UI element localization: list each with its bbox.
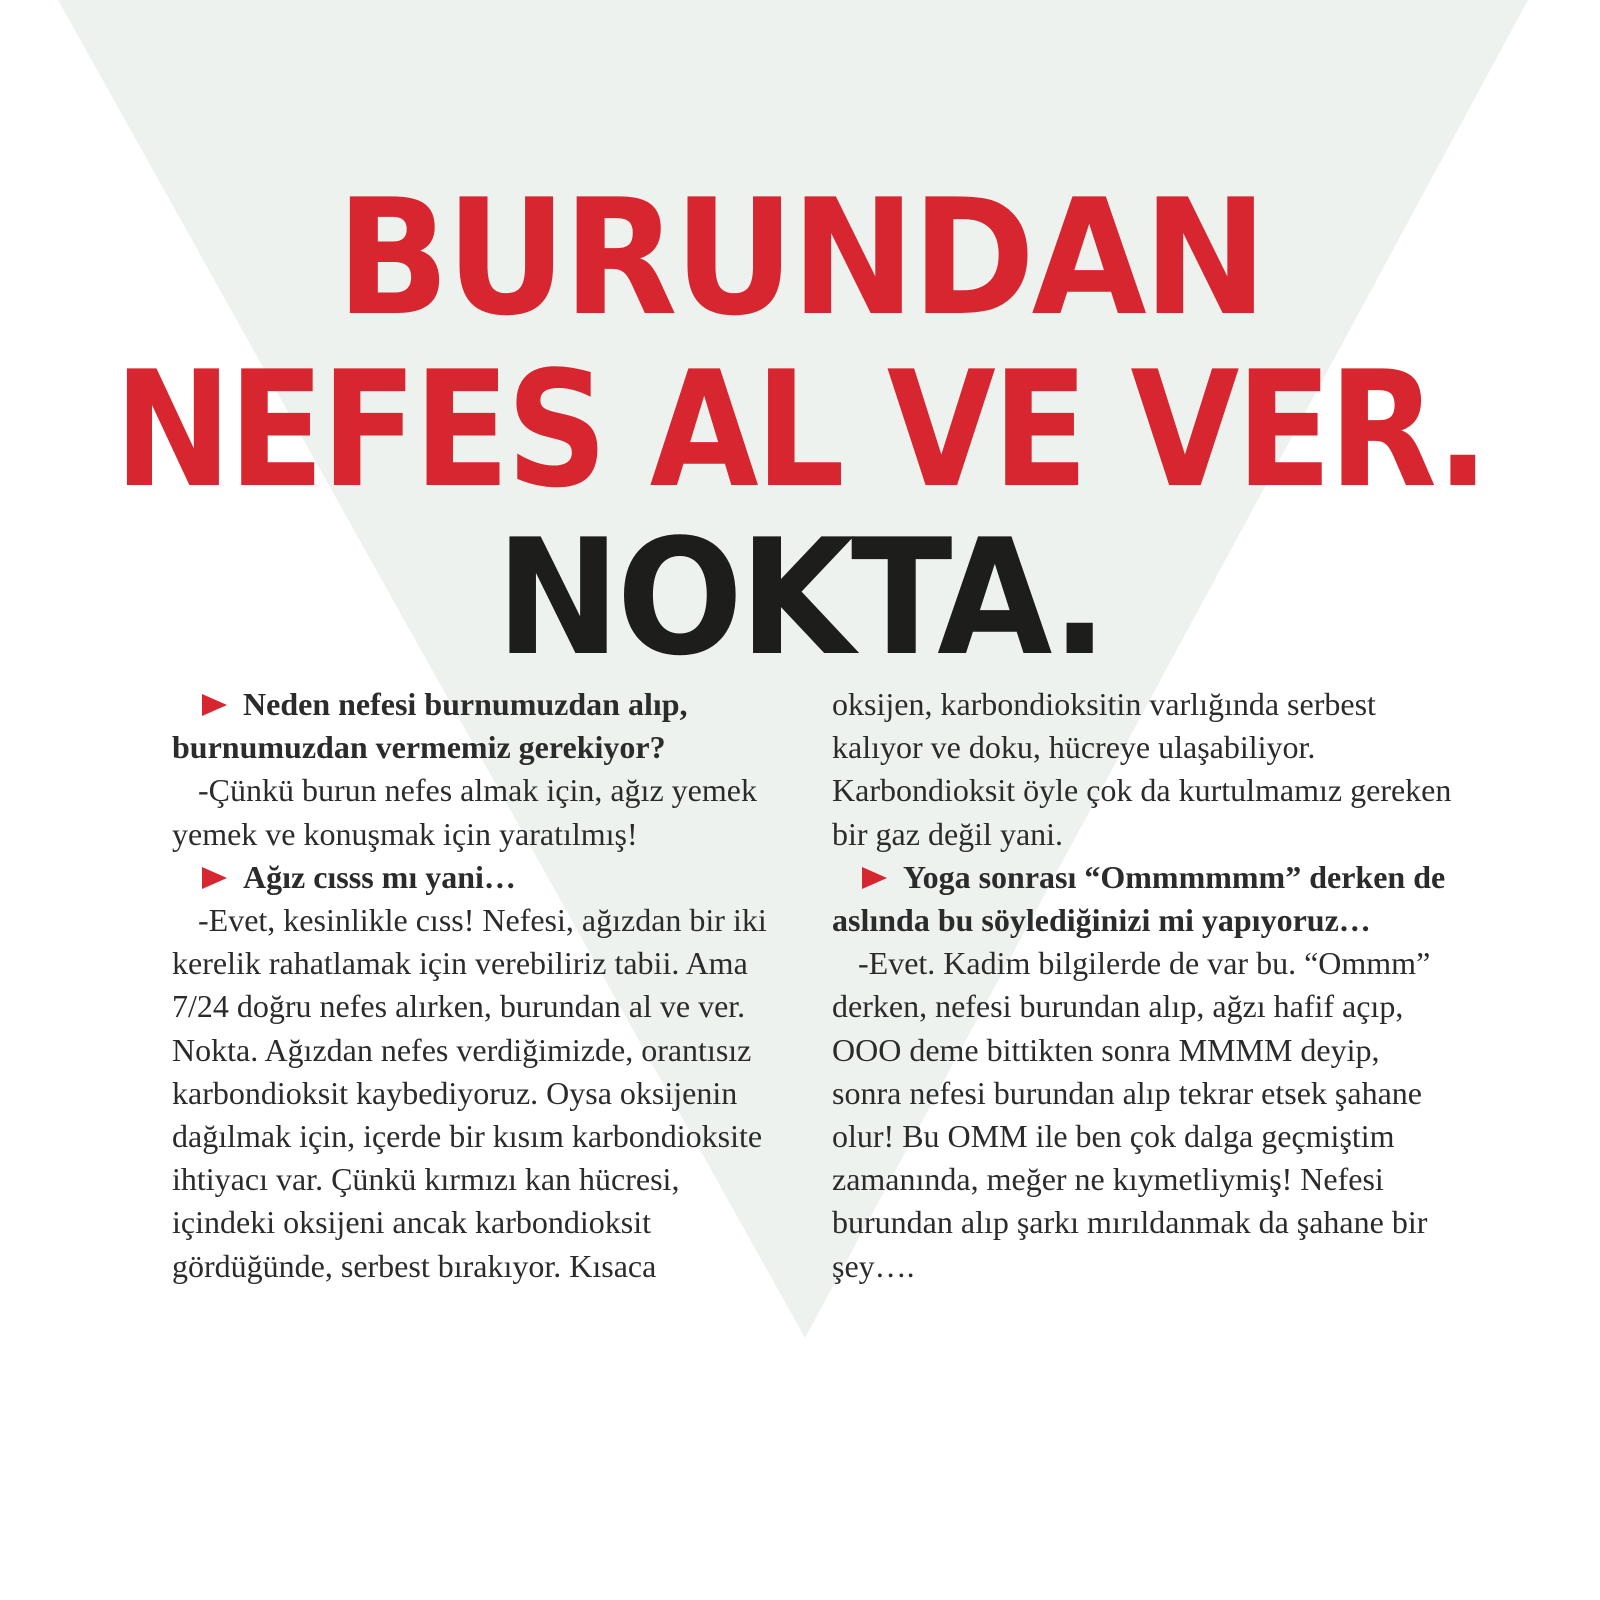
headline-line-3: NOKTA.	[495, 504, 1105, 691]
bullet-arrow-icon	[862, 867, 887, 889]
answer-1: -Çünkü burun nefes almak için, ağız yemek yemek ve konuşmak için yaratılmış!	[172, 772, 757, 852]
article-left-column	[172, 683, 782, 1288]
bullet-arrow-icon	[202, 694, 227, 716]
question-1-text: Neden nefesi burnumuzdan alıp, burnumuzdan vermemiz gerekiyor?	[172, 686, 688, 766]
bullet-arrow-icon	[202, 867, 227, 889]
headline-line-1: BURUNDAN	[336, 164, 1264, 351]
answer-3: -Evet. Kadim bilgilerde de var bu. “Ommm” derken, nefesi burundan alıp, ağzı hafif açıp, OOO deme bittikten sonra MMMM deyip, sonra nefesi burundan alıp tekrar etsek şahane olur! Bu OMM ile ben çok dalga geçmiştim zamanında, meğer ne kıymetliymiş! Nefesi burundan alıp şarkı mırıldanmak da şahane bir şey….	[832, 945, 1431, 1284]
answer-2: -Evet, kesinlikle cıss! Nefesi, ağızdan bir iki kerelik rahatlamak için verebiliriz tabii. Ama 7/24 doğru nefes alırken, burundan al ve ver. Nokta. Ağızdan nefes verdiğimizde, orantısız karbondioksit kaybediyoruz. Oysa oksijenin dağılmak için, içerde bir kısım karbondioksite ihtiyacı var. Çünkü kırmızı kan hücresi, içindeki oksijeni ancak karbondioksit gördüğünde, serbest bırakıyor. Kısaca	[172, 902, 767, 1284]
article-right-column	[832, 683, 1452, 1288]
question-3-text: Yoga sonrası “Ommmmmm” derken de aslında bu söylediğinizi mi yapıyoruz…	[832, 858, 1446, 939]
question-1	[172, 683, 782, 769]
question-2-text: Ağız cısss mı yani…	[243, 858, 516, 895]
question-3	[832, 856, 1452, 942]
answer-2-continued: oksijen, karbondioksitin varlığında serbest kalıyor ve doku, hücreye ulaşabiliyor. Karbondioksit öyle çok da kurtulmamız gereken bir gaz değil yani.	[832, 686, 1452, 852]
headline-line-2: NEFES AL VE VER.	[113, 336, 1487, 523]
question-2	[172, 856, 782, 899]
